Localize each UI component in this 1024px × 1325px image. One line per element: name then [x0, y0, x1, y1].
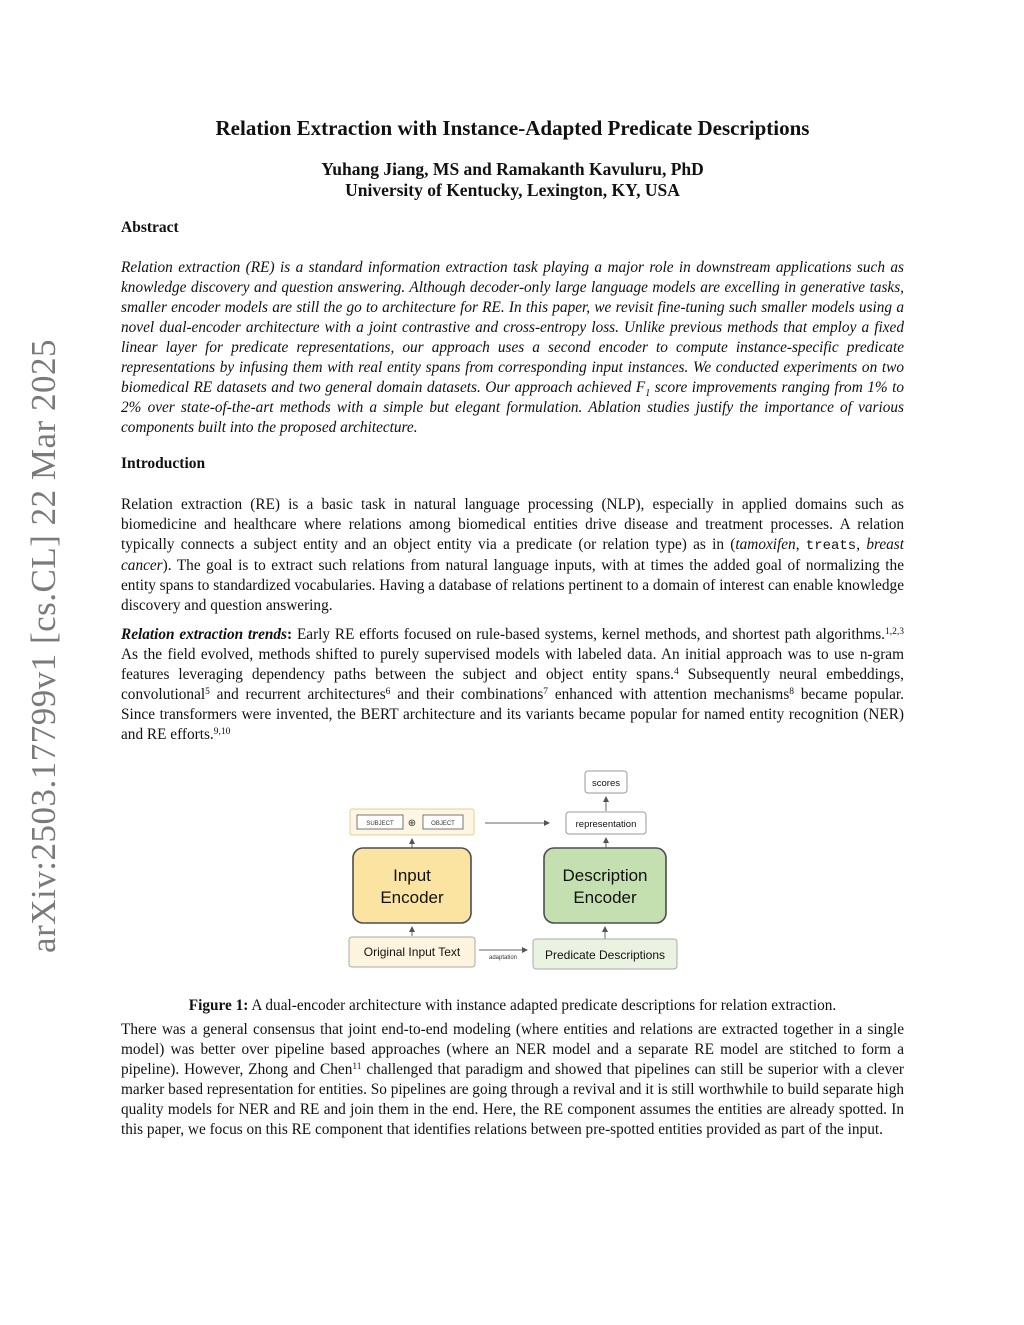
input-encoder-box	[353, 848, 471, 923]
architecture-diagram	[345, 768, 685, 976]
abstract-text	[121, 258, 904, 438]
representation-label: representation	[575, 819, 637, 830]
subject-marker-label: SUBJECT	[366, 821, 394, 827]
abstract-text-part2: score improvements ranging from 1% to 2% over state-of-the-art methods with a simple but elegant formulation. Ablation studies justify the importance of various components built into the proposed architecture.	[121, 379, 905, 436]
adaptation-label: adaptation	[488, 955, 518, 961]
predicate-descriptions-label: Predicate Descriptions	[544, 948, 666, 962]
input-encoder-label-line1: Input	[393, 866, 431, 885]
intro-paragraph-1: Relation extraction (RE) is a basic task in natural language processing (NLP), especially in applied domains such as biomedicine and healthcare where relations among biomedical entities drive disease and treatment processes. A relation typically connects a subject entity and an object entity via a predicate (or relation type) as in (tamoxifen, treats, breast cancer). The goal is to extract such relations from natural language inputs, with at times the added goal of normalizing the entity spans to standardized vocabularies. Having a database of relations pertinent to a domain of interest can enable knowledge discovery and question answering.	[121, 496, 904, 614]
author-names: Yuhang Jiang, MS and Ramakanth Kavuluru, PhD	[321, 159, 704, 179]
figure-caption-text: A dual-encoder architecture with instance adapted predicate descriptions for relation extraction.	[248, 997, 837, 1014]
intro-paragraph-3: There was a general consensus that joint end-to-end modeling (where entities and relations are extracted together in a single model) was better over pipeline based approaches (where an NER model and a separate RE model are stitched to form a pipeline). However, Zhong and Chen$^{11}$ challenged that paradigm and showed that pipelines can still be superior with a clever marker based representation for entities. So pipelines are going through a revival and it is still worthwhile to build separate high quality models for NER and RE and join them in the end. Here, the RE component assumes the entities are already spotted. In this paper, we focus on this RE component that identifies relations between pre-spotted entities provided as part of the input.	[121, 1021, 904, 1138]
figure-caption	[121, 997, 904, 1015]
abstract-text-part1: Relation extraction (RE) is a standard information extraction task playing a major role in downstream applications such as knowledge discovery and question answering. Although decoder-only large language models are excelling in generative tasks, smaller encoder models are still the go to architecture for RE. In this paper, we revisit fine-tuning such smaller models using a novel dual-encoder architecture with a joint contrastive and cross-entropy loss. Unlike previous methods that employ a fixed linear layer for predicate representations, our approach uses a second encoder to compute instance-specific predicate representations by infusing them with real entity spans from corresponding input instances. We conducted experiments on two biomedical RE datasets and two general domain datasets. Our approach achieved	[121, 259, 904, 396]
citation: 6	[385, 687, 391, 697]
figure-label: Figure 1:	[188, 997, 249, 1014]
paper-title: Relation Extraction with Instance-Adapted Predicate Descriptions	[215, 116, 810, 140]
author-block	[121, 159, 904, 201]
author-affiliation: University of Kentucky, Lexington, KY, USA	[345, 180, 680, 200]
combine-plus-icon: ⊕	[407, 818, 417, 829]
introduction-heading: Introduction	[121, 455, 206, 472]
input-encoder-label-line2: Encoder	[380, 888, 444, 907]
citation: 7	[543, 687, 549, 697]
original-input-text-label: Original Input Text	[363, 945, 461, 959]
abstract-heading: Abstract	[121, 219, 179, 236]
predicate-example: treats	[805, 538, 857, 554]
intro-paragraph-2: Relation extraction trends: Early RE efforts focused on rule-based systems, kernel methods, and shortest path algorithms.$^{1,2,3}$ As the field evolved, methods shifted to purely supervised models with labeled data. An initial approach was to use n-gram features leveraging dependency paths between the subject and object entity spans.$^4$ Subsequently neural embeddings, convolutional$^5$ and recurrent architectures$^6$ and their combinations$^7$ enhanced with attention mechanisms$^8$ became popular. Since transformers were invented, the BERT architecture and its variants became popular for named entity recognition (NER) and RE efforts.$^{9,10}$	[121, 626, 905, 743]
description-encoder-box	[544, 848, 666, 923]
citation: 9,10	[213, 727, 231, 737]
citation: 11	[352, 1062, 362, 1072]
description-encoder-label-line2: Encoder	[573, 888, 637, 907]
runin-heading: Relation extraction trends	[121, 626, 288, 643]
scores-label: scores	[592, 778, 620, 789]
arxiv-identifier: arXiv:2503.17799v1 [cs.CL] 22 Mar 2025	[24, 339, 63, 953]
citation: 8	[789, 687, 795, 697]
object-marker-label: OBJECT	[431, 821, 455, 827]
citation: 4	[673, 667, 679, 677]
f1-metric: $F_1$	[635, 379, 651, 400]
description-encoder-label-line1: Description	[562, 866, 648, 885]
citation: 1,2,3	[885, 627, 904, 637]
subject-example: tamoxifen	[735, 536, 796, 553]
object-example: breast cancer	[121, 536, 904, 574]
citation: 5	[205, 687, 210, 697]
